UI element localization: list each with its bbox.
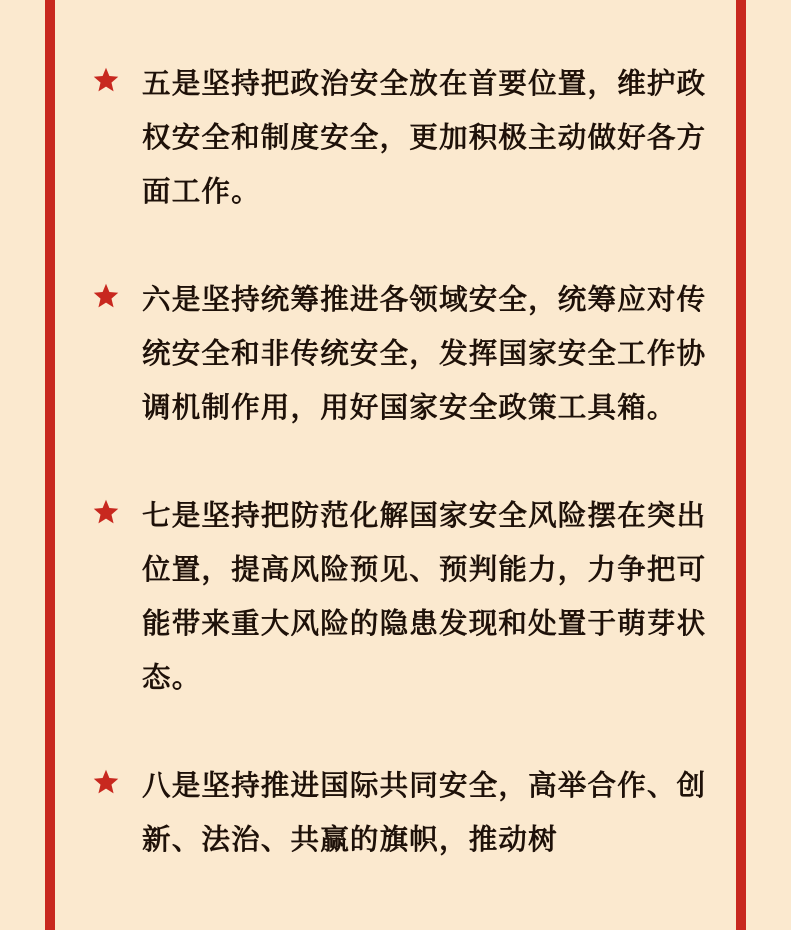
star-icon	[92, 768, 120, 796]
list-item-text: 五是坚持把政治安全放在首要位置，维护政权安全和制度安全，更加积极主动做好各方面工作。	[142, 67, 707, 208]
list-item-text: 八是坚持推进国际共同安全，高举合作、创新、法治、共赢的旗帜，推动树	[142, 769, 707, 856]
list-item	[90, 759, 710, 867]
list-item	[90, 57, 710, 219]
list-item-text: 六是坚持统筹推进各领域安全，统筹应对传统安全和非传统安全，发挥国家安全工作协调机制作用，用好国家安全政策工具箱。	[142, 283, 707, 424]
right-border	[736, 0, 746, 930]
star-icon	[92, 282, 120, 310]
article-body	[90, 57, 710, 921]
list-item	[90, 273, 710, 435]
star-icon	[92, 66, 120, 94]
left-border	[45, 0, 55, 930]
list-item-text: 七是坚持把防范化解国家安全风险摆在突出位置，提高风险预见、预判能力，力争把可能带来重大风险的隐患发现和处置于萌芽状态。	[142, 499, 707, 694]
star-icon	[92, 498, 120, 526]
list-item	[90, 489, 710, 705]
